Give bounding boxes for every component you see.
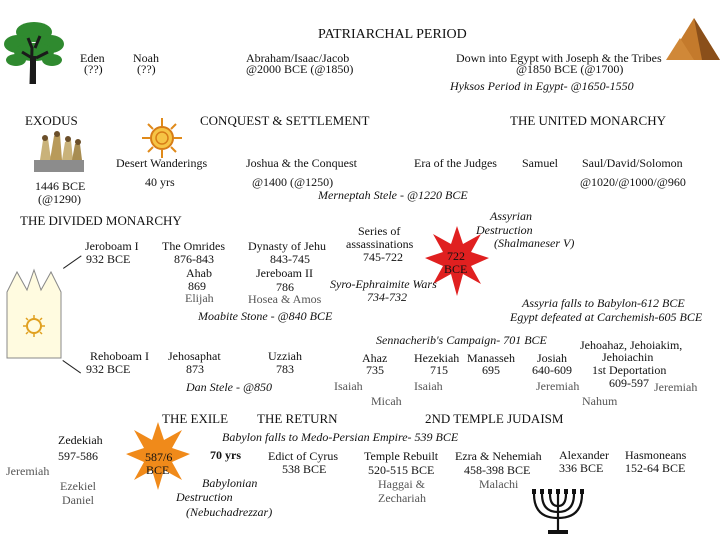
elijah-label: Elijah (185, 291, 214, 305)
abraham-label: Abraham/Isaac/Jacob (246, 51, 350, 65)
omrides-label: The Omrides (162, 239, 225, 253)
nahum-prophet: Nahum (582, 394, 618, 408)
heading-return: THE RETURN (257, 411, 338, 426)
assassinations-label-2: assassinations (346, 237, 414, 251)
alexander-label: Alexander (559, 448, 609, 462)
uzziah-date: 783 (276, 362, 294, 376)
malachi-prophet: Malachi (479, 477, 519, 491)
micah-prophet: Micah (371, 394, 402, 408)
assyrian-destruction-1: Assyrian (490, 209, 532, 223)
jehoahaz-label-2: Jehoiachin (602, 350, 654, 364)
united-kings: Saul/David/Solomon (582, 156, 683, 170)
jehu-date: 843-745 (270, 252, 310, 266)
hasmoneans-date: 152-64 BCE (625, 461, 686, 475)
assassinations-label-1: Series of (358, 224, 401, 238)
ezekiel-prophet: Ezekiel (60, 479, 96, 493)
sun-icon (142, 118, 182, 158)
jehu-label: Dynasty of Jehu (248, 239, 326, 253)
divided-monarchy-split-line (63, 255, 82, 268)
syro-ephraimite-wars: Syro-Ephraimite Wars (330, 277, 437, 291)
exodus-people-icon (34, 130, 84, 172)
assyria-falls: Assyria falls to Babylon-612 BCE (522, 296, 685, 310)
rehoboam-date: 932 BCE (86, 362, 131, 376)
hosea-amos: Hosea & Amos (248, 292, 322, 306)
desert-wanderings: Desert Wanderings (116, 156, 208, 170)
ahab-label: Ahab (186, 266, 212, 280)
babylonian-destruction-3: (Nebuchadrezzar) (186, 505, 273, 519)
jeroboam-date: 932 BCE (86, 252, 131, 266)
eden-date: (??) (84, 62, 103, 76)
seventy-years: 70 yrs (210, 448, 241, 462)
heading-conquest: CONQUEST & SETTLEMENT (200, 113, 370, 128)
ahaz-label: Ahaz (362, 351, 388, 365)
exodus-date: 1446 BCE (35, 179, 86, 193)
egypt-label: Down into Egypt with Joseph & the Tribes (456, 51, 662, 65)
jehoahaz-label-1: Jehoahaz, Jehoiakim, (580, 338, 683, 352)
star-587-number: 587/6 (145, 450, 173, 464)
hezekiah-date: 715 (430, 363, 448, 377)
manasseh-date: 695 (482, 363, 500, 377)
isaiah-prophet-2: Isaiah (414, 379, 443, 393)
jeremiah-exile: Jeremiah (6, 464, 50, 478)
alexander-date: 336 BCE (559, 461, 604, 475)
hyksos-note: Hyksos Period in Egypt- @1650-1550 (450, 79, 634, 93)
first-deportation: 1st Deportation (592, 363, 667, 377)
syro-ephraimite-date: 734-732 (367, 290, 407, 304)
ahab-date: 869 (188, 279, 206, 293)
menorah-icon (528, 486, 588, 536)
exodus-alt-date: (@1290) (38, 192, 82, 206)
zedekiah-label: Zedekiah (58, 433, 103, 447)
merneptah-stele: Merneptah Stele - @1220 BCE (318, 188, 468, 202)
edict-of-cyrus-date: 538 BCE (282, 462, 327, 476)
fall-722-era: BCE (444, 262, 468, 276)
rehoboam-label: Rehoboam I (90, 349, 149, 363)
zechariah-prophet: Zechariah (378, 491, 426, 505)
jeremiah-prophet: Jeremiah (536, 379, 580, 393)
samuel-label: Samuel (522, 156, 558, 170)
daniel-prophet: Daniel (62, 493, 94, 507)
page-title: PATRIARCHAL PERIOD (318, 27, 467, 42)
heading-divided-monarchy: THE DIVIDED MONARCHY (20, 213, 182, 228)
hezekiah-label: Hezekiah (414, 351, 460, 365)
fall-722-number: 722 (447, 249, 465, 263)
uzziah-label: Uzziah (268, 349, 302, 363)
united-kings-date: @1020/@1000/@960 (580, 175, 686, 189)
heading-second-temple: 2ND TEMPLE JUDAISM (425, 411, 564, 426)
babylonian-destruction-2: Destruction (176, 490, 233, 504)
tree-icon (4, 18, 64, 84)
temple-rebuilt-date: 520-515 BCE (368, 463, 435, 477)
josiah-date: 640-609 (532, 363, 572, 377)
jeroboam-label: Jeroboam I (85, 239, 139, 253)
joshua-date: @1400 (@1250) (252, 175, 334, 189)
heading-exile: THE EXILE (162, 411, 229, 426)
manasseh-label: Manasseh (467, 351, 515, 365)
heading-united-monarchy: THE UNITED MONARCHY (510, 113, 666, 128)
dan-stele: Dan Stele - @850 (186, 380, 273, 394)
josiah-label: Josiah (537, 351, 567, 365)
eden-label: Eden (80, 51, 105, 65)
ezra-nehemiah: Ezra & Nehemiah (455, 449, 542, 463)
divided-monarchy-split-line-south (62, 360, 81, 373)
temple-rebuilt: Temple Rebuilt (364, 449, 439, 463)
assyrian-destruction-2: Destruction (476, 223, 533, 237)
deportation-date: 609-597 (609, 376, 649, 390)
assyrian-destruction-3: (Shalmaneser V) (494, 236, 575, 250)
jehosaphat-label: Jehosaphat (168, 349, 221, 363)
sennacherib-campaign: Sennacherib's Campaign- 701 BCE (376, 333, 547, 347)
haggai-prophet: Haggai & (378, 477, 425, 491)
jeremiah-prophet-right: Jeremiah (654, 380, 698, 394)
ezra-nehemiah-date: 458-398 BCE (464, 463, 531, 477)
forty-years: 40 yrs (145, 175, 175, 189)
jehosaphat-date: 873 (186, 362, 204, 376)
egypt-defeated: Egypt defeated at Carchemish-605 BCE (510, 310, 703, 324)
crown-icon (5, 268, 63, 360)
pyramids-icon (666, 8, 720, 62)
noah-date: (??) (137, 62, 156, 76)
assassinations-date: 745-722 (363, 250, 403, 264)
jeroboam2-label: Jereboam II (256, 266, 313, 280)
babylon-falls: Babylon falls to Medo-Persian Empire- 539 BCE (222, 430, 459, 444)
jeroboam2-date: 786 (276, 280, 294, 294)
zedekiah-date: 597-586 (58, 449, 98, 463)
noah-label: Noah (133, 51, 159, 65)
abraham-date: @2000 BCE (@1850) (246, 62, 354, 76)
edict-of-cyrus: Edict of Cyrus (268, 449, 338, 463)
omrides-date: 876-843 (174, 252, 214, 266)
isaiah-prophet-1: Isaiah (334, 379, 363, 393)
joshua-conquest: Joshua & the Conquest (246, 156, 357, 170)
heading-exodus: EXODUS (25, 113, 78, 128)
era-of-judges: Era of the Judges (414, 156, 497, 170)
babylonian-destruction-1: Babylonian (202, 476, 258, 490)
star-587-era: BCE (146, 463, 170, 477)
ahaz-date: 735 (366, 363, 384, 377)
egypt-date: @1850 BCE (@1700) (516, 62, 624, 76)
hasmoneans-label: Hasmoneans (625, 448, 687, 462)
moabite-stone: Moabite Stone - @840 BCE (198, 309, 333, 323)
